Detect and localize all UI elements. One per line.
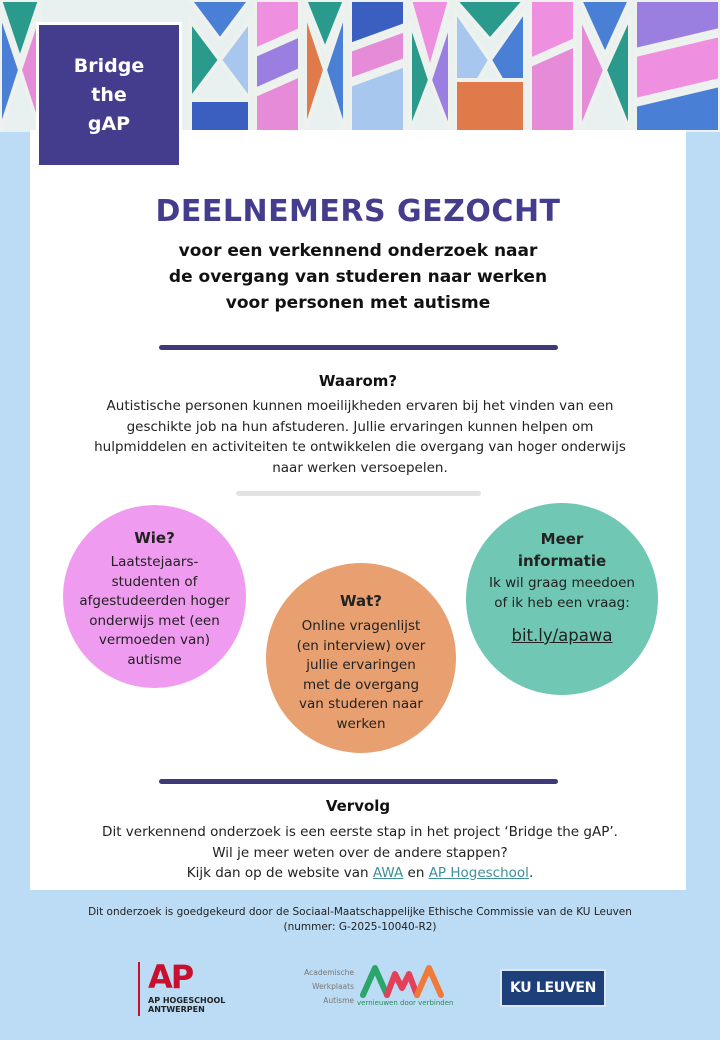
meer-line: of ik heb een vraag: bbox=[494, 594, 630, 611]
meer-title-line2: informatie bbox=[517, 552, 607, 570]
divider-bottom bbox=[159, 779, 558, 784]
divider-top bbox=[159, 345, 558, 350]
awa-side3: Autisme bbox=[323, 996, 354, 1005]
awa-tagline: vernieuwen door verbinden bbox=[357, 999, 454, 1007]
wat-body bbox=[266, 617, 456, 734]
wie-circle bbox=[63, 505, 246, 688]
ap-hogeschool-logo bbox=[138, 958, 238, 1016]
meer-informatie-circle bbox=[466, 503, 658, 695]
ap-hogeschool-link[interactable]: AP Hogeschool bbox=[428, 865, 529, 881]
wat-line: (en interview) over bbox=[296, 637, 426, 654]
waarom-paragraph bbox=[60, 396, 660, 478]
vervolg-heading: Vervolg bbox=[325, 797, 391, 815]
bridge-the-gap-logo bbox=[36, 22, 182, 168]
awa-logo bbox=[280, 966, 454, 1012]
subtitle-line: voor personen met autisme bbox=[225, 293, 491, 313]
awa-side-text bbox=[280, 966, 354, 1008]
brand-line3: gAP bbox=[87, 112, 131, 135]
waarom-heading: Waarom? bbox=[318, 372, 398, 390]
ap-logo-bar bbox=[138, 962, 140, 1016]
waarom-line: hulpmiddelen en activiteiten te ontwikkelen die overgang van hoger onderwijs bbox=[94, 439, 626, 455]
vervolg-line3-pre: Kijk dan op de website van bbox=[186, 865, 373, 881]
ku-leuven-text: KU LEUVEN bbox=[509, 980, 597, 996]
wat-line: Online vragenlijst bbox=[301, 618, 421, 634]
vervolg-line3 bbox=[40, 863, 680, 884]
wat-line: werken bbox=[336, 715, 386, 732]
wat-line: jullie ervaringen bbox=[306, 657, 416, 673]
divider-grey bbox=[236, 491, 481, 496]
subtitle bbox=[30, 238, 686, 316]
waarom-line: geschikte job na hun afstuderen. Jullie ervaringen kunnen helpen om bbox=[126, 418, 594, 435]
brand-line1: Bridge bbox=[73, 54, 145, 77]
wat-line: met de overgang bbox=[302, 676, 420, 693]
ap-logo-subtitle bbox=[148, 996, 225, 1014]
subtitle-line: de overgang van studeren naar werken bbox=[168, 267, 548, 287]
awa-side2: Werkplaats bbox=[312, 982, 354, 991]
meer-line: Ik wil graag meedoen bbox=[489, 575, 635, 591]
ap-logo-sub2: ANTWERPEN bbox=[148, 1005, 205, 1014]
vervolg-line2: Wil je meer weten over de andere stappen? bbox=[212, 844, 508, 861]
meer-body bbox=[466, 574, 658, 613]
ap-logo-sub1: AP HOGESCHOOL bbox=[148, 996, 226, 1005]
wat-line: van studeren naar bbox=[299, 696, 423, 712]
page-title: DEELNEMERS GEZOCHT bbox=[155, 194, 561, 229]
wat-circle bbox=[266, 563, 456, 753]
vervolg-paragraph bbox=[40, 822, 680, 884]
wat-title: Wat? bbox=[339, 592, 382, 610]
meer-title-line1: Meer bbox=[540, 530, 584, 548]
wie-line: Laatstejaars- bbox=[110, 554, 199, 570]
wie-line: studenten of bbox=[111, 573, 198, 590]
wie-line: vermoeden van) bbox=[98, 632, 211, 648]
awa-mark-icon bbox=[360, 964, 444, 998]
wie-body bbox=[63, 553, 246, 670]
brand-line2: the bbox=[91, 83, 127, 106]
waarom-line: Autistische personen kunnen moeilijkheden ervaren bij het vinden van een bbox=[106, 398, 614, 414]
ku-leuven-logo bbox=[500, 969, 606, 1007]
vervolg-line3-end: . bbox=[528, 865, 534, 881]
ethics-line2: (nummer: G-2025-10040-R2) bbox=[283, 921, 437, 933]
subtitle-line: voor een verkennend onderzoek naar bbox=[178, 241, 538, 261]
wie-line: autisme bbox=[127, 651, 182, 668]
vervolg-line1: Dit verkennend onderzoek is een eerste stap in het project ‘Bridge the gAP’. bbox=[102, 824, 618, 840]
ethics-note bbox=[20, 905, 700, 935]
brand-badge bbox=[39, 25, 179, 165]
awa-side1: Academische bbox=[304, 968, 354, 977]
vervolg-line3-mid: en bbox=[403, 865, 429, 881]
wie-line: onderwijs met (een bbox=[89, 612, 220, 629]
wie-title: Wie? bbox=[134, 529, 175, 547]
waarom-line: naar werken versoepelen. bbox=[272, 459, 448, 476]
info-link[interactable]: bit.ly/apawa bbox=[511, 626, 613, 645]
awa-link[interactable]: AWA bbox=[372, 865, 404, 881]
wie-line: afgestudeerden hoger bbox=[79, 593, 230, 609]
ap-logo-letters: AP bbox=[148, 958, 193, 996]
ethics-line1: Dit onderzoek is goedgekeurd door de Sociaal-Maatschappelijke Ethische Commissie van de KU Leuven bbox=[88, 906, 632, 918]
brand-text bbox=[69, 52, 149, 139]
